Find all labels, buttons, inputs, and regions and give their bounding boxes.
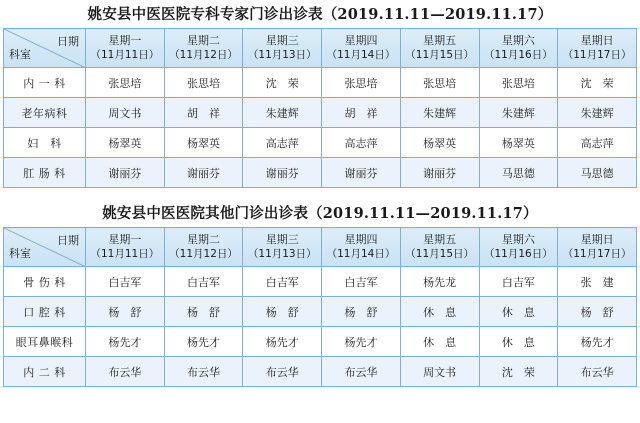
doctor-cell: 杨翠英 bbox=[479, 128, 558, 158]
date-label: （11月17日） bbox=[562, 248, 632, 260]
doctor-cell: 杨先才 bbox=[558, 327, 637, 357]
doctor-cell: 杨先才 bbox=[322, 327, 401, 357]
doctor-cell: 朱建辉 bbox=[558, 98, 637, 128]
department-cell: 肛 肠 科 bbox=[4, 158, 86, 188]
doctor-cell: 布云华 bbox=[322, 357, 401, 387]
doctor-cell: 马思德 bbox=[558, 158, 637, 188]
table-row bbox=[4, 128, 637, 158]
date-axis-label: 日期 bbox=[57, 35, 79, 48]
date-label: （11月16日） bbox=[484, 49, 553, 61]
weekday-label: 星期日 bbox=[580, 34, 614, 47]
doctor-cell: 布云华 bbox=[86, 357, 165, 387]
doctor-cell: 白吉军 bbox=[479, 267, 558, 297]
doctor-cell: 谢丽芬 bbox=[164, 158, 243, 188]
doctor-cell: 胡 祥 bbox=[322, 98, 401, 128]
weekday-label: 星期二 bbox=[187, 34, 221, 47]
doctor-cell: 杨 舒 bbox=[164, 297, 243, 327]
specialist-schedule bbox=[3, 1, 637, 188]
date-label: （11月12日） bbox=[169, 49, 238, 61]
date-label: （11月11日） bbox=[90, 248, 160, 260]
date-label: （11月17日） bbox=[562, 49, 632, 61]
doctor-cell: 张思培 bbox=[479, 68, 558, 98]
doctor-cell: 布云华 bbox=[558, 357, 637, 387]
department-cell: 骨 伤 科 bbox=[4, 267, 86, 297]
table-row bbox=[4, 297, 637, 327]
day-header-cell bbox=[86, 228, 165, 267]
weekday-label: 星期六 bbox=[501, 34, 535, 47]
doctor-cell: 布云华 bbox=[243, 357, 322, 387]
table-row bbox=[4, 158, 637, 188]
doctor-cell: 休 息 bbox=[479, 297, 558, 327]
doctor-cell: 周文书 bbox=[86, 98, 165, 128]
table-row bbox=[4, 327, 637, 357]
doctor-cell: 朱建辉 bbox=[479, 98, 558, 128]
weekday-label: 星期一 bbox=[108, 233, 142, 246]
day-header-cell bbox=[243, 29, 322, 68]
doctor-cell: 杨 舒 bbox=[243, 297, 322, 327]
doctor-cell: 高志萍 bbox=[243, 128, 322, 158]
weekday-label: 星期五 bbox=[423, 233, 457, 246]
corner-header-cell bbox=[4, 228, 86, 267]
department-axis-label: 科室 bbox=[9, 247, 31, 260]
day-header-cell bbox=[479, 228, 558, 267]
doctor-cell: 休 息 bbox=[400, 327, 479, 357]
header-row bbox=[4, 29, 637, 68]
doctor-cell: 沈 荣 bbox=[479, 357, 558, 387]
doctor-cell: 张思培 bbox=[86, 68, 165, 98]
day-header-cell bbox=[164, 228, 243, 267]
doctor-cell: 布云华 bbox=[164, 357, 243, 387]
doctor-cell: 朱建辉 bbox=[243, 98, 322, 128]
department-axis-label: 科室 bbox=[9, 48, 31, 61]
doctor-cell: 杨先才 bbox=[86, 327, 165, 357]
doctor-cell: 高志萍 bbox=[558, 128, 637, 158]
doctor-cell: 谢丽芬 bbox=[86, 158, 165, 188]
day-header-cell bbox=[558, 228, 637, 267]
day-header-cell bbox=[322, 228, 401, 267]
weekday-label: 星期三 bbox=[265, 233, 299, 246]
department-cell: 老年病科 bbox=[4, 98, 86, 128]
date-label: （11月14日） bbox=[326, 49, 396, 61]
weekday-label: 星期四 bbox=[344, 34, 378, 47]
doctor-cell: 休 息 bbox=[400, 297, 479, 327]
day-header-cell bbox=[400, 228, 479, 267]
doctor-cell: 白吉军 bbox=[243, 267, 322, 297]
doctor-cell: 杨翠英 bbox=[86, 128, 165, 158]
doctor-cell: 白吉军 bbox=[164, 267, 243, 297]
date-label: （11月12日） bbox=[169, 248, 238, 260]
header-row bbox=[4, 228, 637, 267]
day-header-cell bbox=[86, 29, 165, 68]
day-header-cell bbox=[164, 29, 243, 68]
doctor-cell: 杨 舒 bbox=[86, 297, 165, 327]
weekday-label: 星期六 bbox=[501, 233, 535, 246]
doctor-cell: 白吉军 bbox=[322, 267, 401, 297]
date-label: （11月15日） bbox=[405, 49, 475, 61]
other-clinic-schedule bbox=[3, 200, 637, 387]
day-header-cell bbox=[400, 29, 479, 68]
schedule-title: 姚安县中医医院其他门诊出诊表（2019.11.11—2019.11.17） bbox=[102, 205, 538, 222]
date-label: （11月13日） bbox=[247, 248, 317, 260]
doctor-cell: 沈 荣 bbox=[243, 68, 322, 98]
doctor-cell: 朱建辉 bbox=[400, 98, 479, 128]
doctor-cell: 杨先龙 bbox=[400, 267, 479, 297]
corner-header-cell bbox=[4, 29, 86, 68]
day-header-cell bbox=[322, 29, 401, 68]
date-label: （11月14日） bbox=[326, 248, 396, 260]
date-axis-label: 日期 bbox=[57, 234, 79, 247]
doctor-cell: 周文书 bbox=[400, 357, 479, 387]
doctor-cell: 白吉军 bbox=[86, 267, 165, 297]
doctor-cell: 马思德 bbox=[479, 158, 558, 188]
doctor-cell: 谢丽芬 bbox=[322, 158, 401, 188]
weekday-label: 星期五 bbox=[423, 34, 457, 47]
day-header-cell bbox=[479, 29, 558, 68]
weekday-label: 星期四 bbox=[344, 233, 378, 246]
day-header-cell bbox=[558, 29, 637, 68]
weekday-label: 星期一 bbox=[108, 34, 142, 47]
date-label: （11月13日） bbox=[247, 49, 317, 61]
schedule-table bbox=[3, 28, 637, 188]
table-row bbox=[4, 267, 637, 297]
doctor-cell: 张 建 bbox=[558, 267, 637, 297]
date-label: （11月16日） bbox=[484, 248, 553, 260]
table-row bbox=[4, 68, 637, 98]
table-row bbox=[4, 357, 637, 387]
doctor-cell: 杨先才 bbox=[164, 327, 243, 357]
day-header-cell bbox=[243, 228, 322, 267]
doctor-cell: 张思培 bbox=[322, 68, 401, 98]
department-cell: 内 二 科 bbox=[4, 357, 86, 387]
weekday-label: 星期日 bbox=[580, 233, 614, 246]
department-cell: 妇 科 bbox=[4, 128, 86, 158]
doctor-cell: 谢丽芬 bbox=[243, 158, 322, 188]
doctor-cell: 谢丽芬 bbox=[400, 158, 479, 188]
doctor-cell: 胡 祥 bbox=[164, 98, 243, 128]
doctor-cell: 沈 荣 bbox=[558, 68, 637, 98]
department-cell: 眼耳鼻喉科 bbox=[4, 327, 86, 357]
doctor-cell: 杨 舒 bbox=[558, 297, 637, 327]
doctor-cell: 休 息 bbox=[479, 327, 558, 357]
schedule-table bbox=[3, 227, 637, 387]
weekday-label: 星期二 bbox=[187, 233, 221, 246]
date-label: （11月11日） bbox=[90, 49, 160, 61]
doctor-cell: 张思培 bbox=[164, 68, 243, 98]
date-label: （11月15日） bbox=[405, 248, 475, 260]
doctor-cell: 高志萍 bbox=[322, 128, 401, 158]
weekday-label: 星期三 bbox=[265, 34, 299, 47]
schedule-title: 姚安县中医医院专科专家门诊出诊表（2019.11.11—2019.11.17） bbox=[87, 6, 553, 23]
department-cell: 口 腔 科 bbox=[4, 297, 86, 327]
doctor-cell: 杨翠英 bbox=[400, 128, 479, 158]
doctor-cell: 杨翠英 bbox=[164, 128, 243, 158]
department-cell: 内 一 科 bbox=[4, 68, 86, 98]
doctor-cell: 杨先才 bbox=[243, 327, 322, 357]
table-row bbox=[4, 98, 637, 128]
doctor-cell: 张思培 bbox=[400, 68, 479, 98]
doctor-cell: 杨 舒 bbox=[322, 297, 401, 327]
